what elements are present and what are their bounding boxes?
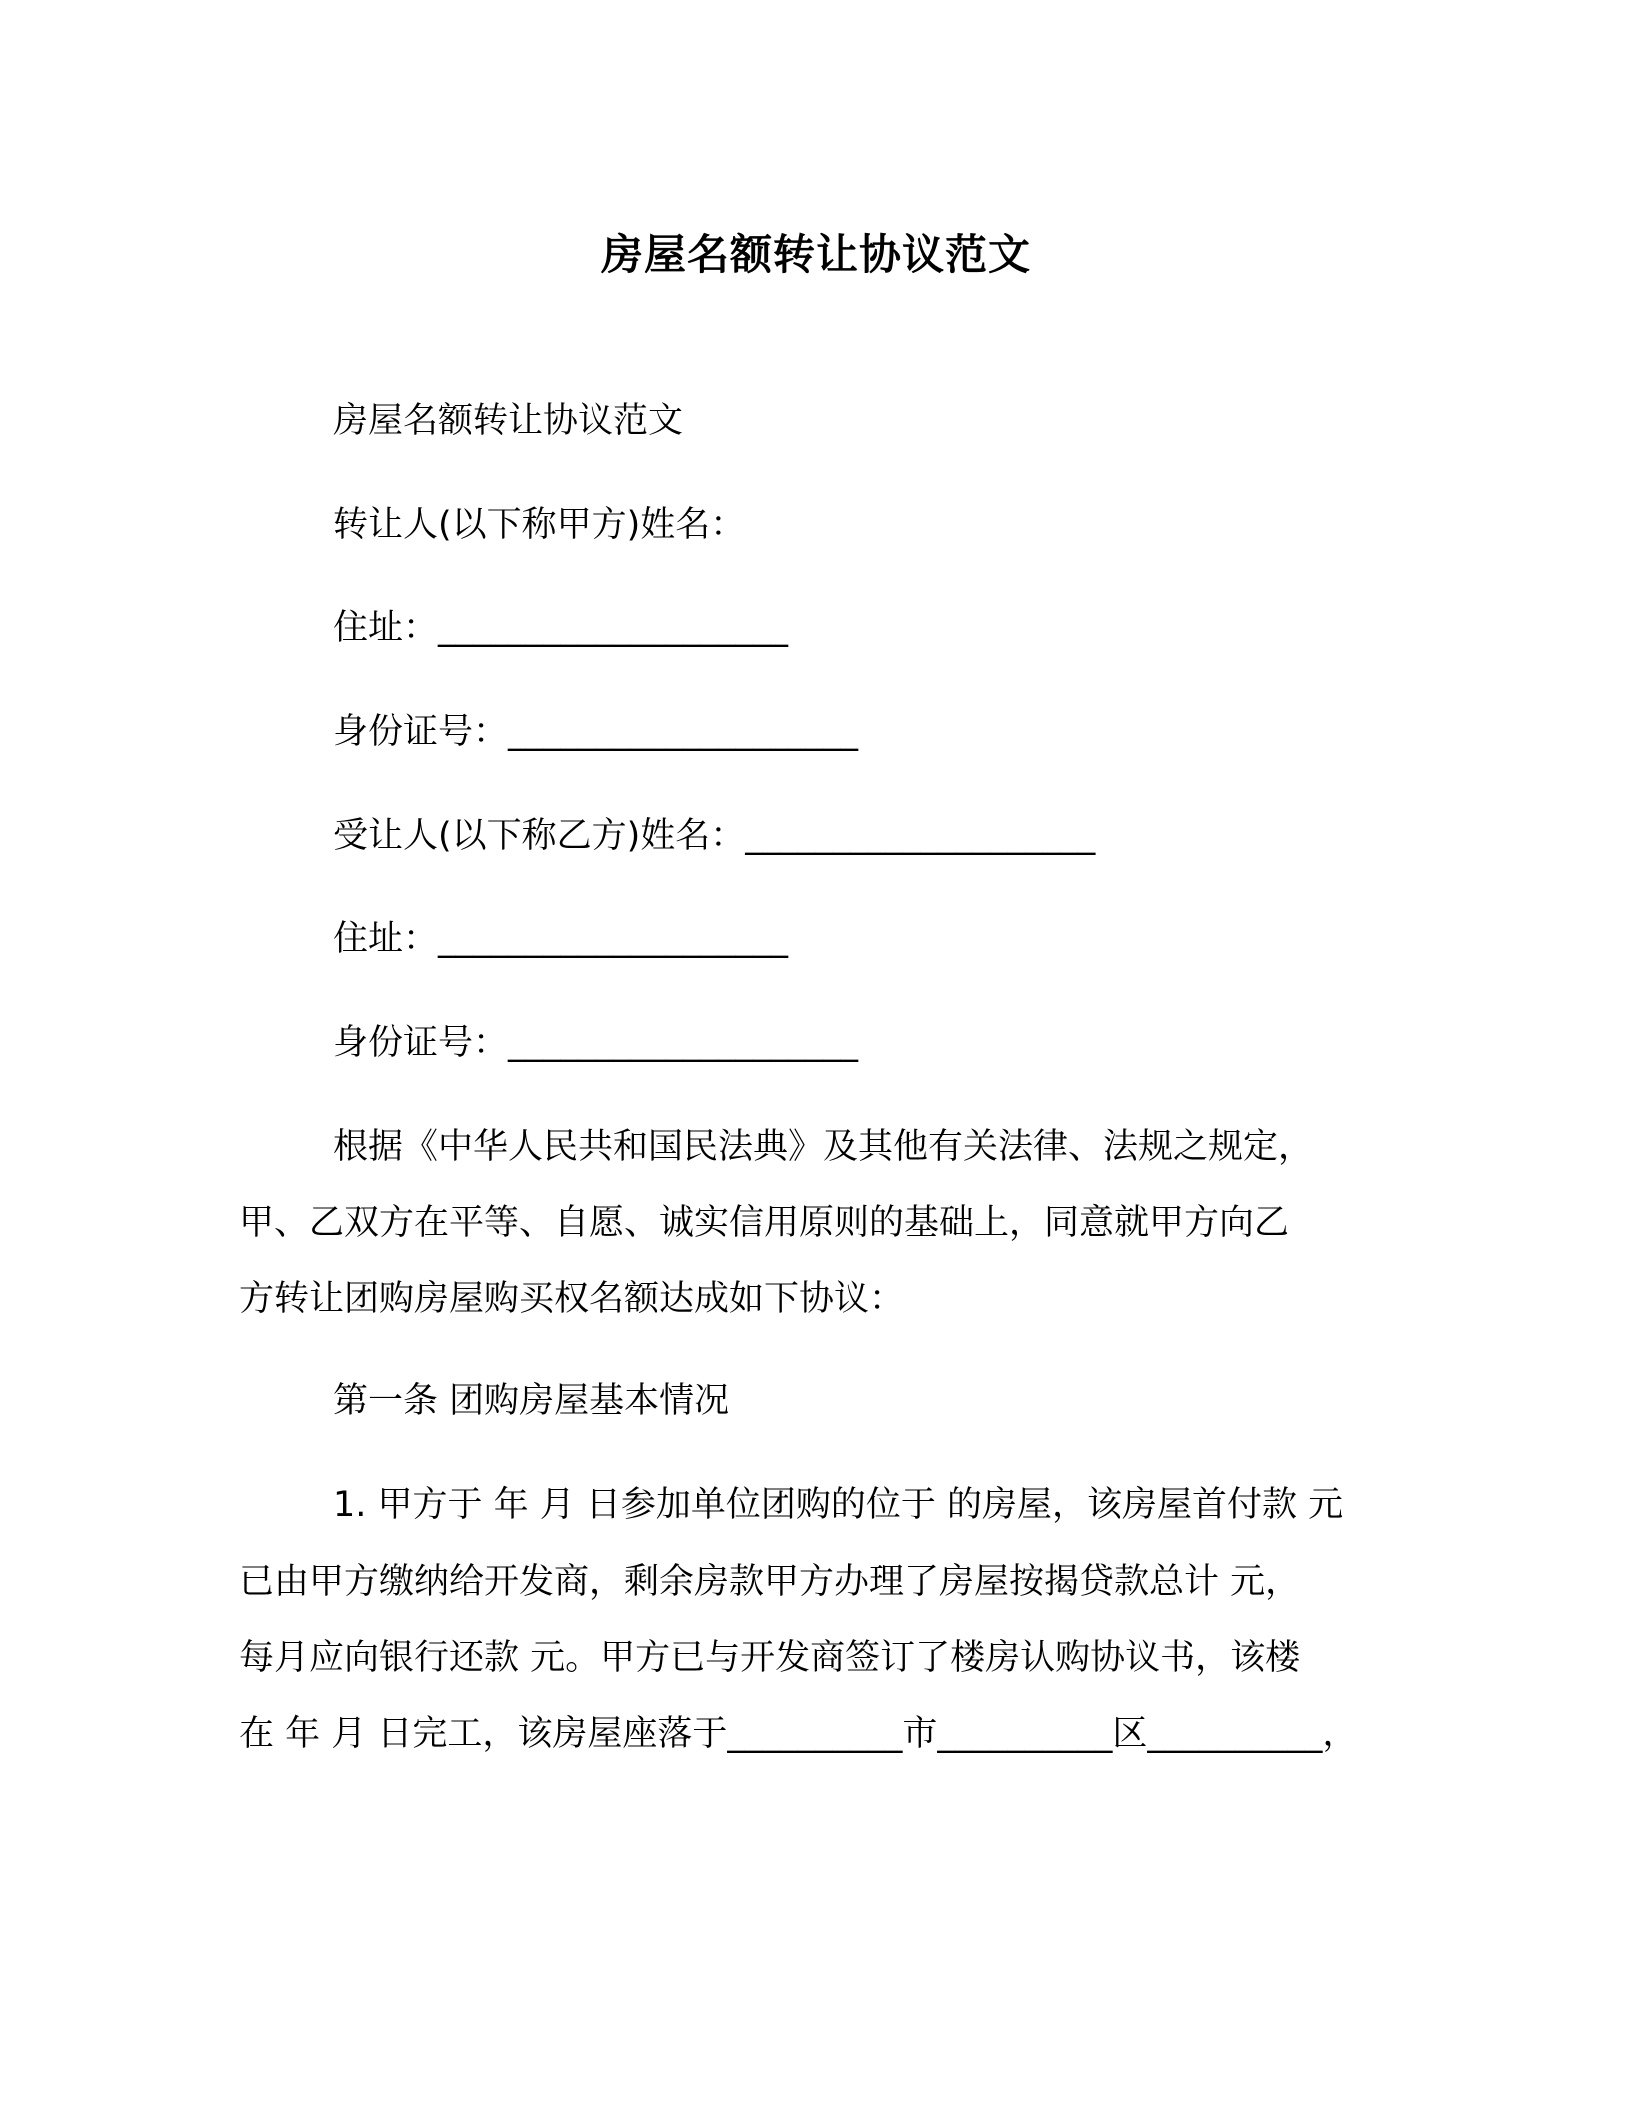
preamble-line-2: 甲、乙双方在平等、自愿、诚实信用原则的基础上，同意就甲方向乙 — [239, 1203, 1290, 1243]
article-one-heading: 第一条 团购房屋基本情况 — [333, 1381, 730, 1421]
preamble-line-1: 根据《中华人民共和国民法典》及其他有关法律、法规之规定， — [333, 1127, 1314, 1167]
transferee-id-line: 身份证号：____________________ — [333, 1023, 859, 1063]
transferor-name-line: 转让人(以下称甲方)姓名： — [333, 505, 746, 545]
clause-line-3: 每月应向银行还款 元。甲方已与开发商签订了楼房认购协议书，该楼 — [239, 1638, 1301, 1678]
transferee-name-line: 受让人(以下称乙方)姓名：____________________ — [333, 816, 1096, 856]
subtitle-line: 房屋名额转让协议范文 — [333, 401, 684, 441]
preamble-line-3: 方转让团购房屋购买权名额达成如下协议： — [239, 1279, 905, 1319]
transferor-id-line: 身份证号：____________________ — [333, 712, 859, 752]
clause-line-4: 在 年 月 日完工，该房屋座落于__________市__________区__________， — [239, 1714, 1358, 1754]
transferor-address-line: 住址：____________________ — [333, 608, 789, 648]
document-title: 房屋名额转让协议范文 — [600, 230, 1031, 279]
clause-line-1: 1. 甲方于 年 月 日参加单位团购的位于 的房屋，该房屋首付款 元 — [333, 1485, 1344, 1525]
clause-line-2: 已由甲方缴纳给开发商，剩余房款甲方办理了房屋按揭贷款总计 元， — [239, 1562, 1301, 1602]
transferee-address-line: 住址：____________________ — [333, 919, 789, 959]
